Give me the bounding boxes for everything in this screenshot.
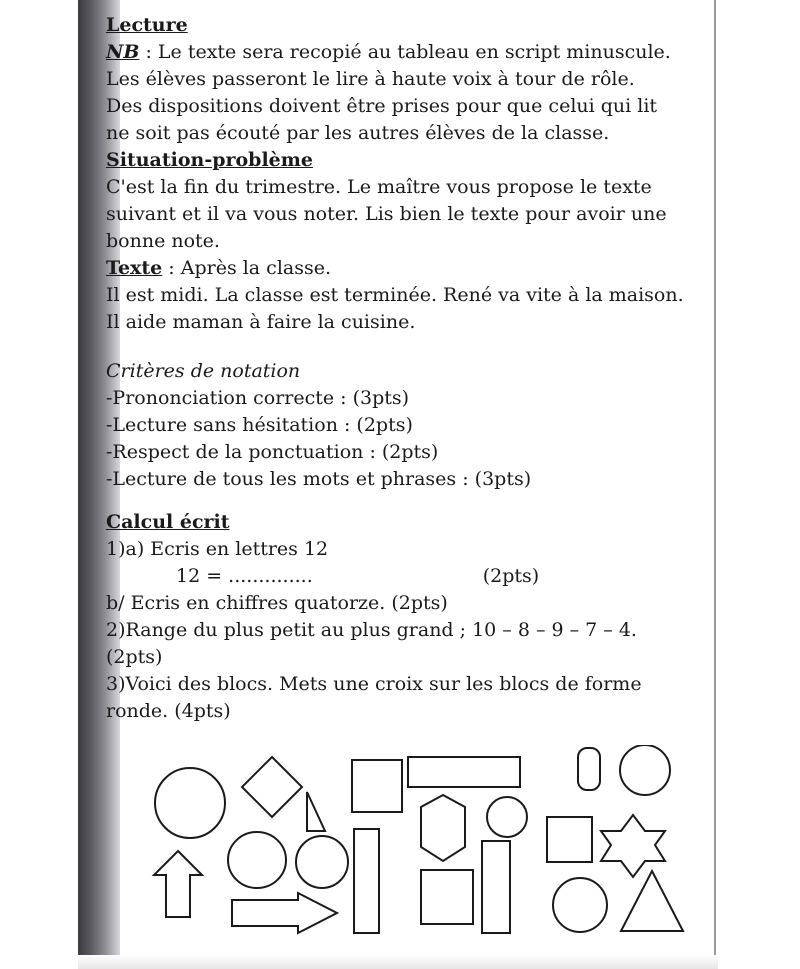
nb-text: : Le texte sera recopié au tableau en script minuscule. (139, 41, 671, 63)
texte-title-text: : Après la classe. (162, 257, 332, 279)
page-edge (714, 0, 716, 969)
calcul-heading: Calcul écrit (106, 511, 230, 533)
square-block (421, 870, 473, 924)
question-1a-answer (106, 563, 706, 590)
question-1a: 1)a) Ecris en lettres 12 (106, 538, 329, 560)
circle-block (487, 797, 527, 837)
arrow-up-block (154, 851, 202, 917)
criteres-heading: Critères de notation (106, 360, 301, 382)
situation-line: C'est la fin du trimestre. Le maître vous propose le texte (106, 176, 652, 198)
question-2-points: (2pts) (106, 646, 163, 668)
circle-block (553, 878, 607, 932)
square-block (547, 817, 592, 862)
critere-item: -Lecture de tous les mots et phrases : (3pts) (106, 468, 532, 490)
situation-heading: Situation-problème (106, 149, 313, 171)
question-3: ronde. (4pts) (106, 700, 231, 722)
tall-rectangle-block (482, 841, 510, 933)
hexagon-block (421, 795, 465, 861)
critere-item: -Prononciation correcte : (3pts) (106, 387, 410, 409)
situation-line: bonne note. (106, 230, 220, 252)
nb-label: NB (106, 41, 140, 63)
circle-block (155, 768, 225, 838)
star-block (601, 815, 665, 877)
blocks-figure (140, 745, 700, 945)
long-rectangle-block (408, 757, 520, 787)
question-1a-points: (2pts) (482, 565, 540, 587)
tall-rectangle-block (354, 829, 379, 933)
texte-label: Texte (106, 257, 163, 279)
diamond-block (242, 757, 302, 817)
nb-line (106, 39, 706, 66)
square-block (352, 760, 402, 812)
circle-block (620, 745, 670, 795)
rounded-rectangle-block (578, 748, 600, 790)
question-2: 2)Range du plus petit au plus grand ; 10 – 8 – 9 – 7 – 4. (106, 619, 637, 641)
question-3: 3)Voici des blocs. Mets une croix sur les blocs de forme (106, 673, 642, 695)
lecture-line: Les élèves passeront le lire à haute voix à tour de rôle. (106, 68, 635, 90)
texte-title (106, 255, 706, 282)
answer-blank: 12 = .............. (176, 565, 313, 587)
triangle-block (621, 871, 683, 931)
ellipse-block (228, 832, 286, 888)
texte-line: Il aide maman à faire la cuisine. (106, 311, 416, 333)
arrow-right-block (232, 893, 337, 933)
triangle-block (307, 792, 325, 831)
question-1b: b/ Ecris en chiffres quatorze. (2pts) (106, 592, 448, 614)
lecture-line: ne soit pas écouté par les autres élèves de la classe. (106, 122, 610, 144)
lecture-line: Des dispositions doivent être prises pour que celui qui lit (106, 95, 658, 117)
lecture-heading: Lecture (106, 14, 188, 36)
worksheet-text (106, 12, 706, 725)
critere-item: -Lecture sans hésitation : (2pts) (106, 414, 413, 436)
situation-line: suivant et il va vous noter. Lis bien le texte pour avoir une (106, 203, 667, 225)
page-bottom-shade (78, 955, 718, 969)
critere-item: -Respect de la ponctuation : (2pts) (106, 441, 439, 463)
texte-line: Il est midi. La classe est terminée. René va vite à la maison. (106, 284, 684, 306)
circle-block (296, 836, 348, 888)
